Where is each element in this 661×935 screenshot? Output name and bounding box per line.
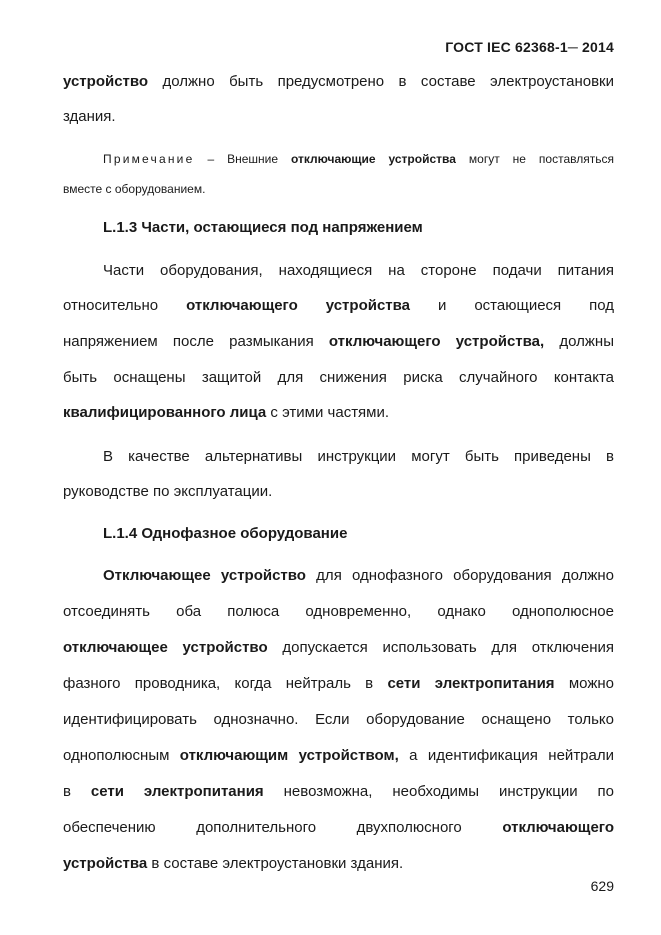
text: допускается использовать для отключения <box>267 639 614 656</box>
text: однополюсным <box>63 747 180 764</box>
para-l13b-line-2 <box>63 483 614 501</box>
text: для однофазного оборудования должно <box>305 567 614 584</box>
para-l14-line-5 <box>63 711 614 729</box>
text: вместе с оборудованием. <box>63 182 206 196</box>
para-l14-line-2 <box>63 603 614 621</box>
text: здания. <box>63 108 116 125</box>
para-l14-line-6 <box>63 747 614 765</box>
term-bold: отключающего устройства, <box>328 333 545 350</box>
para-top-line-1 <box>63 73 614 91</box>
term-bold: отключающее устройство <box>63 639 268 656</box>
para-l13a-line-5 <box>63 404 614 422</box>
text: невозможна, необходимы инструкции по <box>263 783 614 800</box>
text: а идентификация нейтрали <box>398 747 615 764</box>
text: идентифицировать однозначно. Если оборудование оснащено только <box>63 711 614 728</box>
term-bold: устройство <box>63 73 149 90</box>
term-bold: отключающего <box>502 819 614 836</box>
para-l14-line-1 <box>103 567 614 585</box>
para-l14-line-9 <box>63 855 614 873</box>
note-line-1 <box>103 150 614 168</box>
para-l13a-line-2 <box>63 297 614 315</box>
text: фазного проводника, когда нейтраль в <box>63 675 388 692</box>
para-l14-line-8 <box>63 819 614 837</box>
term-bold: сети электропитания <box>90 783 264 800</box>
text: напряжением после размыкания <box>63 333 329 350</box>
section-heading-l13: L.1.3 Части, остающиеся под напряжением <box>103 219 423 236</box>
text: в составе электроустановки здания. <box>147 855 404 872</box>
term-bold: отключающего устройства <box>186 297 411 314</box>
para-top-line-2 <box>63 108 614 126</box>
term-bold: квалифицированного лица <box>63 404 267 421</box>
text: должно быть предусмотрено в составе электроустановки <box>148 73 614 90</box>
text: могут не поставляться <box>455 152 614 166</box>
para-l13a-line-3 <box>63 333 614 351</box>
para-l14-line-3 <box>63 639 614 657</box>
para-l14-line-4 <box>63 675 614 693</box>
term-bold: Отключающее устройство <box>103 567 306 584</box>
text: отсоединять оба полюса одновременно, однако однополюсное <box>63 603 614 620</box>
term-bold: сети электропитания <box>387 675 555 692</box>
text: с этими частями. <box>266 404 390 421</box>
text: – Внешние <box>194 152 291 166</box>
text: В качестве альтернативы инструкции могут быть приведены в <box>103 448 614 465</box>
text: Части оборудования, находящиеся на стороне подачи питания <box>103 262 614 279</box>
note-label: Примечание <box>103 152 195 166</box>
text: в <box>63 783 91 800</box>
term-bold: отключающие устройства <box>291 152 456 166</box>
text: обеспечению дополнительного двухполюсного <box>63 819 503 836</box>
text: относительно <box>63 297 187 314</box>
document-header: ГОСТ IEC 62368-1─ 2014 <box>445 39 614 55</box>
para-l13b-line-1 <box>103 448 614 466</box>
para-l14-line-7 <box>63 783 614 801</box>
section-heading-l14: L.1.4 Однофазное оборудование <box>103 525 348 542</box>
para-l13a-line-4 <box>63 369 614 387</box>
text: руководстве по эксплуатации. <box>63 483 273 500</box>
page-number: 629 <box>590 878 614 894</box>
note-line-2 <box>63 180 614 198</box>
para-l13a-line-1 <box>103 262 614 280</box>
term-bold: отключающим устройством, <box>179 747 399 764</box>
text: должны <box>544 333 614 350</box>
text: можно <box>554 675 614 692</box>
text: быть оснащены защитой для снижения риска случайного контакта <box>63 369 614 386</box>
term-bold: устройства <box>63 855 148 872</box>
text: и остающиеся под <box>410 297 615 314</box>
